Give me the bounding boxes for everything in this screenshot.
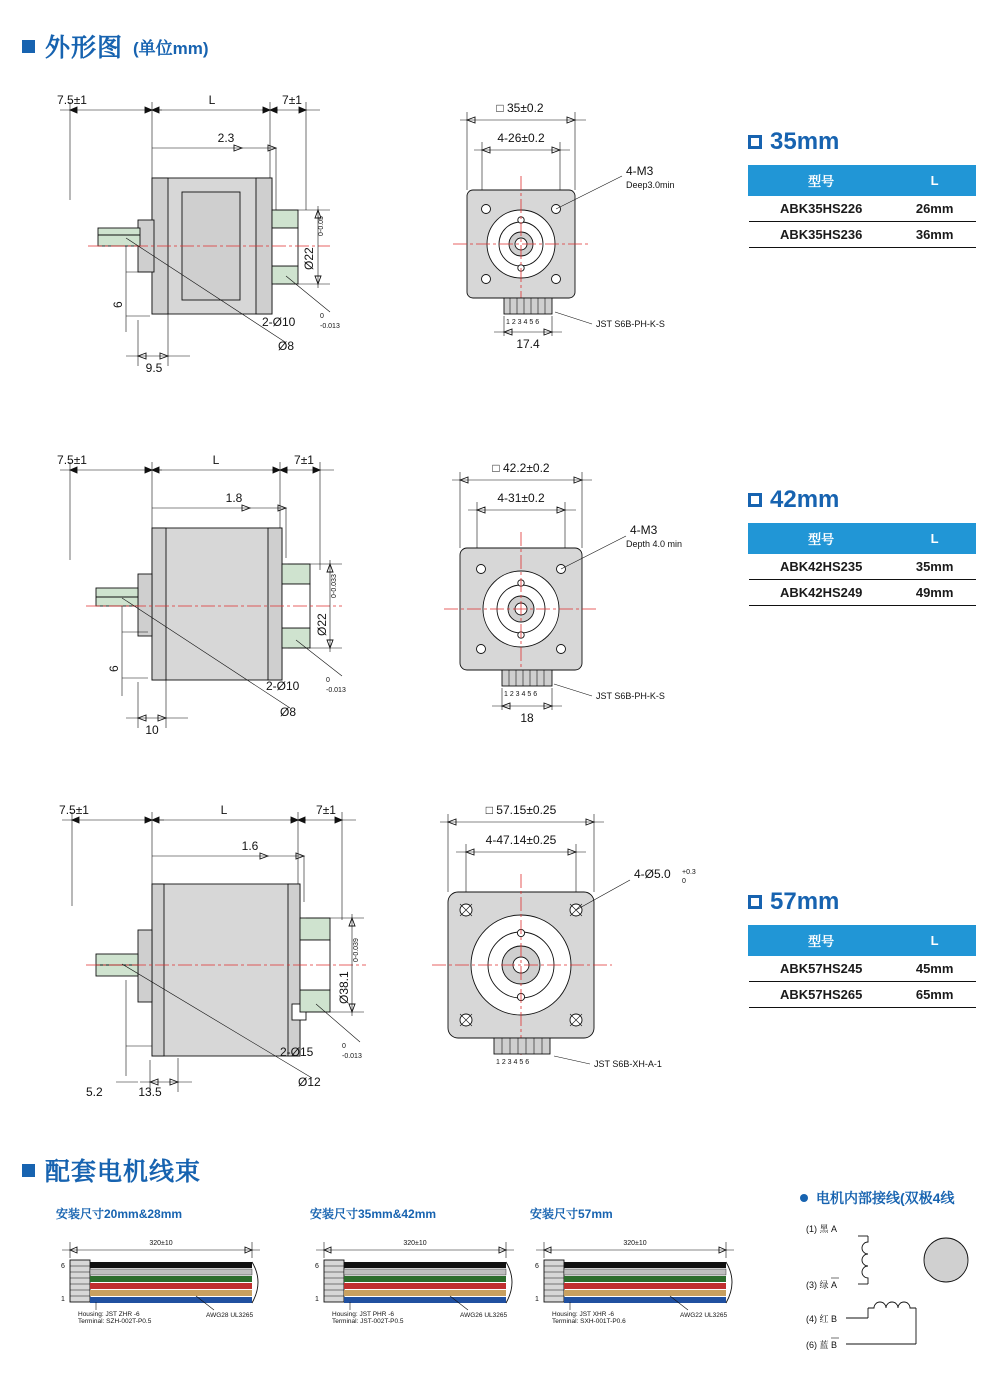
- table-row: [749, 982, 976, 1008]
- harness-awg-2: AWG26 UL3265: [460, 1312, 508, 1319]
- harness-pin-top-1: 6: [61, 1263, 65, 1270]
- connector-label-35: JST S6B-PH-K-S: [596, 319, 665, 329]
- harness-terminal-1: Terminal: SZH-002T-P0.5: [78, 1318, 152, 1325]
- dim42-18: 18: [520, 711, 534, 725]
- spec-l-42-0: 35mm: [894, 554, 976, 580]
- wiring-title: 电机内部接线(双极4线: [816, 1190, 955, 1206]
- spec-table-57: [748, 925, 976, 1008]
- spec-model-42-0: ABK42HS235: [749, 554, 894, 580]
- dim42-sq: □ 42.2±0.2: [492, 461, 550, 475]
- dim42-2xd10: 2-Ø10: [266, 679, 300, 693]
- dim42-10: 10: [145, 723, 159, 737]
- outline-subtitle-text: (单位mm): [133, 38, 209, 58]
- dim57-L: L: [220, 803, 228, 817]
- spec-l-57-0: 45mm: [894, 956, 976, 982]
- dim42-7p5: 7.5±1: [57, 453, 87, 467]
- spec-model-42-1: ABK42HS249: [749, 580, 894, 606]
- spec-model-35-0: ABK35HS226: [749, 196, 894, 222]
- dim-d10-tol-up: 0: [320, 313, 324, 320]
- table-row: [749, 222, 976, 248]
- spec-model-57-1: ABK57HS265: [749, 982, 894, 1008]
- spec-size-label-42: 42mm: [770, 486, 840, 513]
- spec-col-l-42: L: [894, 524, 976, 554]
- spec-size-label-57: 57mm: [770, 888, 840, 915]
- dim-7: 7±1: [282, 93, 302, 107]
- dim42-d22: Ø22: [315, 613, 329, 636]
- wiring-label-4: (4) 红 B: [806, 1314, 838, 1324]
- square-outline-icon: [748, 895, 762, 909]
- square-bullet-icon: [22, 1164, 35, 1177]
- table-row: [749, 956, 976, 982]
- dim-17p4: 17.4: [516, 337, 540, 351]
- spec-block-57mm: [748, 888, 976, 1008]
- dim-sq35: □ 35±0.2: [496, 101, 544, 115]
- harness-housing-3: Housing: JST XHR -6: [552, 1311, 615, 1318]
- spec-l-35-0: 26mm: [894, 196, 976, 222]
- harness-pin-bottom-2: 1: [315, 1296, 319, 1303]
- square-outline-icon: [748, 493, 762, 507]
- harness-block-2: [310, 1205, 530, 1328]
- harness-title-1: 安装尺寸20mm&28mm: [56, 1207, 183, 1221]
- spec-table-35: [748, 165, 976, 248]
- dim-d8: Ø8: [278, 339, 295, 353]
- dim-7p5: 7.5±1: [57, 93, 87, 107]
- spec-l-57-1: 65mm: [894, 982, 976, 1008]
- connector-label-57: JST S6B-XH-A-1: [594, 1059, 662, 1069]
- harness-terminal-2: Terminal: JST-002T-P0.5: [332, 1318, 404, 1325]
- spec-block-35mm: [748, 128, 976, 248]
- dim42-d22-tol-low: -0.033: [331, 574, 338, 594]
- harness-title-text: 配套电机线束: [45, 1158, 202, 1186]
- dim57-1p6: 1.6: [241, 839, 259, 853]
- harness-length-3: 320±10: [623, 1240, 647, 1247]
- dim57-5p2: 5.2: [86, 1085, 103, 1099]
- spec-size-label-35: 35mm: [770, 128, 840, 155]
- dim42-4x31: 4-31±0.2: [497, 491, 545, 505]
- dim-d22-tol-up: 0: [318, 232, 325, 236]
- drawing-42mm: [30, 440, 730, 750]
- harness-terminal-3: Terminal: SXH-001T-P0.6: [552, 1318, 626, 1325]
- dim-d22: Ø22: [302, 247, 316, 270]
- dim42-4m3: 4-M3: [630, 523, 658, 537]
- harness-block-1: [56, 1205, 276, 1328]
- wiring-label-3: (3) 绿 A: [806, 1280, 838, 1290]
- dim42-d10-tol-low: -0.013: [326, 687, 346, 694]
- harness-block-3: [530, 1205, 750, 1328]
- dim57-d15-tol-low: -0.013: [342, 1053, 362, 1060]
- dim57-7p5: 7.5±1: [59, 803, 89, 817]
- dim57-d38-tol-low: -0.039: [353, 938, 360, 958]
- dim-2xd10: 2-Ø10: [262, 315, 296, 329]
- harness-length-2: 320±10: [403, 1240, 427, 1247]
- harness-section-title: [22, 1152, 201, 1188]
- outline-title-text: 外形图: [45, 34, 124, 62]
- spec-col-model-57: 型号: [749, 926, 894, 956]
- spec-block-42mm: [748, 486, 976, 606]
- circle-bullet-icon: [800, 1194, 808, 1202]
- dim57-d38-tol-up: 0: [353, 958, 360, 962]
- dim57-d38: Ø38.1: [337, 971, 351, 1004]
- spec-model-35-1: ABK35HS236: [749, 222, 894, 248]
- spec-col-l-57: L: [894, 926, 976, 956]
- harness-pin-top-3: 6: [535, 1263, 539, 1270]
- wiring-label-1: (1) 黑 A: [806, 1224, 838, 1234]
- dim57-4xd5: 4-Ø5.0: [634, 867, 671, 881]
- spec-table-42: [748, 523, 976, 606]
- dim-d22-tol-low: -0.05: [318, 216, 325, 232]
- dim-9p5: 9.5: [145, 361, 163, 375]
- dim42-d8: Ø8: [280, 705, 297, 719]
- dim42-d22-tol-up: 0: [331, 594, 338, 598]
- square-outline-icon: [748, 135, 762, 149]
- dim-4m3: 4-M3: [626, 164, 654, 178]
- dim57-13p5: 13.5: [138, 1085, 162, 1099]
- spec-model-57-0: ABK57HS245: [749, 956, 894, 982]
- spec-col-model-35: 型号: [749, 166, 894, 196]
- square-bullet-icon: [22, 40, 35, 53]
- spec-col-model-42: 型号: [749, 524, 894, 554]
- dim57-7: 7±1: [316, 803, 336, 817]
- harness-awg-3: AWG22 UL3265: [680, 1312, 728, 1319]
- harness-pin-bottom-3: 1: [535, 1296, 539, 1303]
- dim57-d12: Ø12: [298, 1075, 321, 1089]
- dim57-d5-tol-low: 0: [682, 878, 686, 885]
- dim-d10-tol-low: -0.013: [320, 323, 340, 330]
- dim57-d5-tol-up: +0.3: [682, 869, 696, 876]
- harness-title-3: 安装尺寸57mm: [530, 1207, 613, 1221]
- outline-section-title: [22, 28, 209, 64]
- wiring-title-row: [800, 1188, 954, 1208]
- harness-awg-1: AWG28 UL3265: [206, 1312, 254, 1319]
- table-row: [749, 580, 976, 606]
- harness-housing-1: Housing: JST ZHR -6: [78, 1311, 140, 1318]
- dim42-d10-tol-up: 0: [326, 677, 330, 684]
- dim-2p3: 2.3: [217, 131, 235, 145]
- dim42-6: 6: [107, 665, 121, 672]
- dim-L: L: [208, 93, 216, 107]
- connector-label-42: JST S6B-PH-K-S: [596, 691, 665, 701]
- drawing-35mm: [30, 80, 730, 390]
- dim57-d15-tol-up: 0: [342, 1043, 346, 1050]
- dim42-depth4: Depth 4.0 min: [626, 539, 683, 549]
- dim-4x26: 4-26±0.2: [497, 131, 545, 145]
- spec-head-57: [748, 888, 976, 916]
- wiring-label-6: (6) 蓝 B: [806, 1340, 838, 1350]
- connector-pins-42: 1 2 3 4 5 6: [504, 691, 538, 698]
- harness-title-2: 安装尺寸35mm&42mm: [310, 1207, 437, 1221]
- dim-6: 6: [111, 301, 125, 308]
- harness-pin-top-2: 6: [315, 1263, 319, 1270]
- harness-length-1: 320±10: [149, 1240, 173, 1247]
- harness-housing-2: Housing: JST PHR -6: [332, 1311, 395, 1318]
- connector-pins-35: 1 2 3 4 5 6: [506, 319, 540, 326]
- dim57-sq: □ 57.15±0.25: [485, 803, 557, 817]
- table-row: [749, 554, 976, 580]
- dim57-2xd15: 2-Ø15: [280, 1045, 314, 1059]
- table-row: [749, 196, 976, 222]
- dim42-L: L: [212, 453, 220, 467]
- spec-col-l-35: L: [894, 166, 976, 196]
- connector-pins-57: 1 2 3 4 5 6: [496, 1059, 530, 1066]
- harness-pin-bottom-1: 1: [61, 1296, 65, 1303]
- spec-l-42-1: 49mm: [894, 580, 976, 606]
- dim-deep3: Deep3.0min: [626, 180, 675, 190]
- spec-head-42: [748, 486, 976, 514]
- spec-l-35-1: 36mm: [894, 222, 976, 248]
- dim57-4x47: 4-47.14±0.25: [485, 833, 557, 847]
- spec-head-35: [748, 128, 976, 156]
- dim42-1p8: 1.8: [225, 491, 243, 505]
- dim42-7: 7±1: [294, 453, 314, 467]
- wiring-diagram: [806, 1212, 996, 1362]
- drawing-57mm: [30, 790, 730, 1110]
